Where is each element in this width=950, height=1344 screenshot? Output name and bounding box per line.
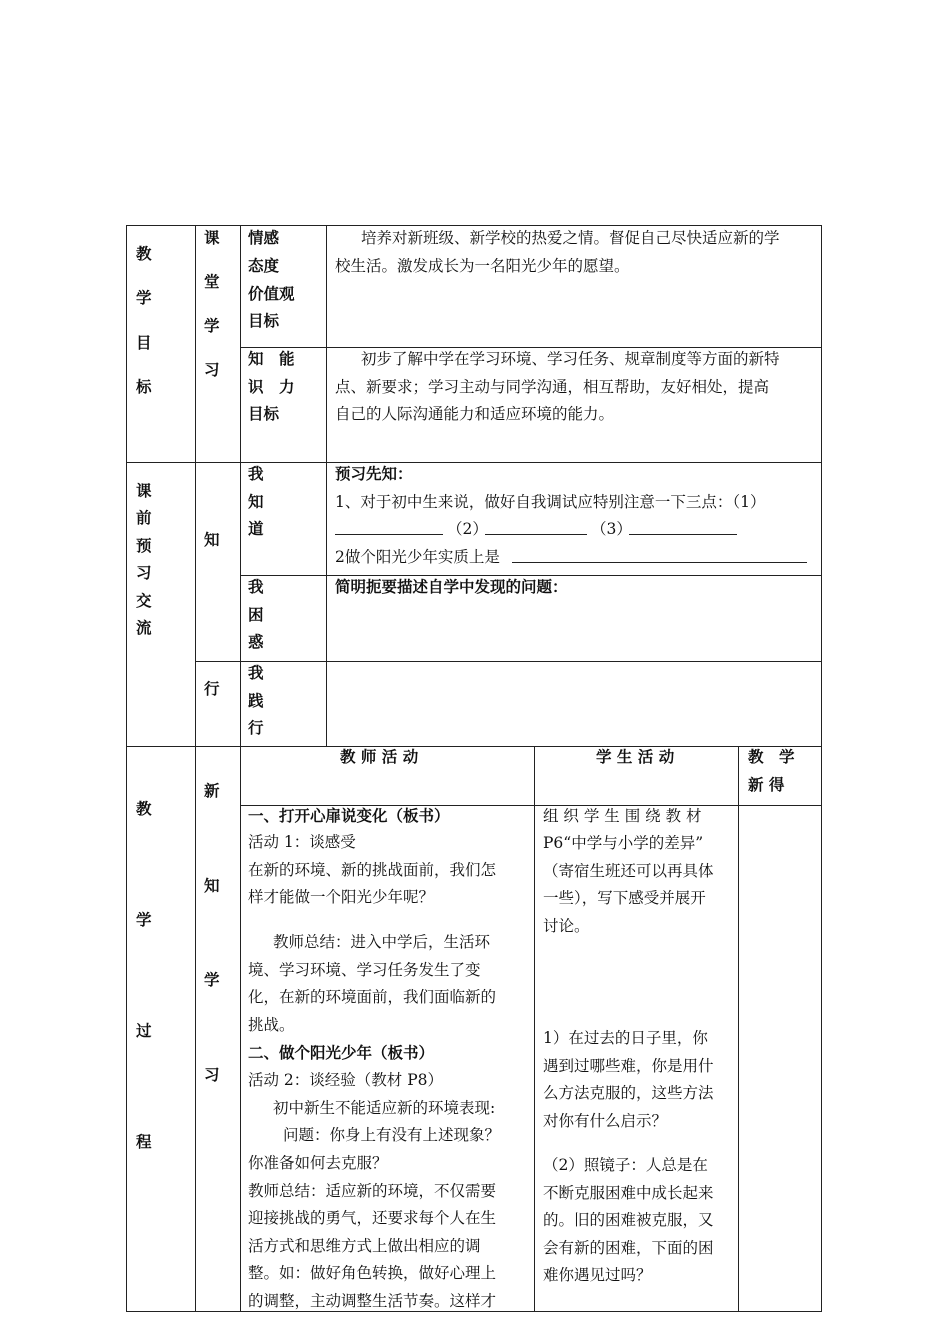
goals-label-char: 教 — [136, 245, 152, 263]
preview-question-1: 1、对于初中生来说，做好自我调试应特别注意一下三点：（1） — [335, 493, 766, 511]
i-confuse-label: 惑 — [248, 633, 264, 651]
student-activity-text: 对你有什么启示？ — [543, 1112, 668, 1130]
i-practice-label: 践 — [248, 692, 264, 710]
knowledge-goal-text: 自己的人际沟通能力和适应环境的能力。 — [335, 405, 615, 423]
student-activity-text: 不断克服困难中成长起来 — [543, 1184, 714, 1202]
classroom-label-char: 习 — [204, 361, 220, 379]
teacher-activity-2: 活动 2：谈经验（教材 P8） — [248, 1071, 444, 1089]
new-learning-label-char: 学 — [204, 971, 220, 989]
teacher-summary-1: 挑战。 — [248, 1016, 295, 1034]
knowledge-goal-text: 点、新要求；学习主动与同学沟通，相互帮助，友好相处，提高 — [335, 378, 770, 396]
knowledge-goal-label: 知 能 — [248, 350, 295, 368]
teacher-question: 在新的环境、新的挑战面前，我们怎 — [248, 861, 497, 879]
blank-number-3: （3） — [591, 520, 632, 538]
new-learning-label-char: 知 — [204, 877, 220, 895]
student-activity-text: 遇到过哪些难，你是用什 — [543, 1057, 714, 1075]
teacher-activity-2-text: 问题：你身上有没有上述现象？ — [283, 1126, 501, 1144]
teacher-summary-2: 的调整，主动调整生活节奏。这样才 — [248, 1292, 497, 1310]
classroom-label-char: 学 — [204, 317, 220, 335]
teacher-summary-2: 教师总结：适应新的环境，不仅需要 — [248, 1182, 497, 1200]
preview-question-2: 2做个阳光少年实质上是 — [335, 548, 500, 566]
emotion-goal-label: 情感 — [248, 229, 280, 247]
teacher-activity-1: 活动 1：谈感受 — [248, 833, 356, 851]
teaching-gain-header: 教 学 — [748, 748, 795, 766]
i-practice-label: 行 — [248, 719, 264, 737]
process-label-char: 学 — [136, 911, 152, 929]
blank-answer-1[interactable] — [335, 518, 443, 535]
goals-label-char: 目 — [136, 334, 152, 352]
teacher-summary-2: 迎接挑战的勇气，还要求每个人在生 — [248, 1209, 497, 1227]
i-know-label: 道 — [248, 520, 264, 538]
student-activity-text: P6“中学与小学的差异” — [543, 834, 704, 852]
new-learning-label-char: 习 — [204, 1066, 220, 1084]
teacher-question: 样才能做一个阳光少年呢？ — [248, 888, 435, 906]
student-activity-text: 组 织 学 生 围 绕 教 材 — [543, 807, 702, 825]
student-activity-text: 一些），写下感受并展开 — [543, 889, 706, 907]
blank-answer-2[interactable] — [485, 518, 587, 535]
know-label: 知 — [204, 531, 220, 549]
teaching-gain-header: 新 得 — [748, 776, 785, 794]
teacher-summary-2: 活方式和思维方式上做出相应的调 — [248, 1237, 481, 1255]
i-confuse-label: 困 — [248, 606, 264, 624]
goals-label-char: 学 — [136, 289, 152, 307]
student-activity-text: （寄宿生班还可以再具体 — [543, 862, 714, 880]
preview-label-char: 流 — [136, 619, 152, 637]
classroom-label-char: 课 — [204, 229, 220, 247]
teacher-summary-1: 境、学习环境、学习任务发生了变 — [248, 961, 481, 979]
teacher-summary-2: 整。如：做好角色转换，做好心理上 — [248, 1264, 497, 1282]
goals-label-char: 标 — [136, 378, 152, 396]
teacher-summary-1: 教师总结：进入中学后，生活环 — [273, 933, 491, 951]
blank-number-2: （2） — [447, 520, 488, 538]
knowledge-goal-label: 识 力 — [248, 378, 295, 396]
confuse-title: 简明扼要描述自学中发现的问题： — [335, 578, 568, 596]
knowledge-goal-text: 初步了解中学在学习环境、学习任务、规章制度等方面的新特 — [361, 350, 780, 368]
emotion-goal-text: 培养对新班级、新学校的热爱之情。督促自己尽快适应新的学 — [361, 229, 780, 247]
student-activity-text: 么方法克服的，这些方法 — [543, 1084, 714, 1102]
classroom-label-char: 堂 — [204, 273, 220, 291]
i-practice-label: 我 — [248, 664, 264, 682]
blank-answer-4[interactable] — [512, 546, 807, 563]
teacher-section-2: 二、做个阳光少年（板书） — [248, 1044, 435, 1062]
new-learning-label-char: 新 — [204, 782, 220, 800]
emotion-goal-label: 价值观 — [248, 285, 295, 303]
preview-label-char: 预 — [136, 537, 152, 555]
teacher-summary-1: 化，在新的环境面前，我们面临新的 — [248, 988, 497, 1006]
student-activity-text: 1）在过去的日子里，你 — [543, 1029, 708, 1047]
knowledge-goal-label: 目标 — [248, 405, 280, 423]
preview-title: 预习先知： — [335, 465, 413, 483]
emotion-goal-text: 校生活。激发成长为一名阳光少年的愿望。 — [335, 257, 630, 275]
teacher-activity-2-text: 初中新生不能适应新的环境表现: — [273, 1099, 496, 1117]
preview-label-char: 课 — [136, 482, 152, 500]
blank-answer-3[interactable] — [629, 518, 737, 535]
emotion-goal-label: 态度 — [248, 257, 280, 275]
i-confuse-label: 我 — [248, 578, 264, 596]
teacher-section-1: 一、打开心扉说变化（板书） — [248, 807, 450, 825]
i-know-label: 知 — [248, 493, 264, 511]
teacher-activity-2-text: 你准备如何去克服？ — [248, 1154, 388, 1172]
process-label-char: 程 — [136, 1133, 152, 1151]
student-activity-text: （2）照镜子：人总是在 — [543, 1156, 708, 1174]
student-activity-text: 难你遇见过吗？ — [543, 1266, 652, 1284]
student-activity-header: 学 生 活 动 — [596, 748, 675, 766]
teacher-activity-header: 教 师 活 动 — [340, 748, 419, 766]
practice-label: 行 — [204, 680, 220, 698]
preview-label-char: 习 — [136, 564, 152, 582]
student-activity-text: 会有新的困难，下面的困 — [543, 1239, 714, 1257]
i-know-label: 我 — [248, 465, 264, 483]
emotion-goal-label: 目标 — [248, 312, 280, 330]
process-label-char: 教 — [136, 800, 152, 818]
preview-label-char: 交 — [136, 592, 152, 610]
preview-label-char: 前 — [136, 509, 152, 527]
process-label-char: 过 — [136, 1022, 152, 1040]
student-activity-text: 讨论。 — [543, 917, 590, 935]
student-activity-text: 的。旧的困难被克服，又 — [543, 1211, 714, 1229]
